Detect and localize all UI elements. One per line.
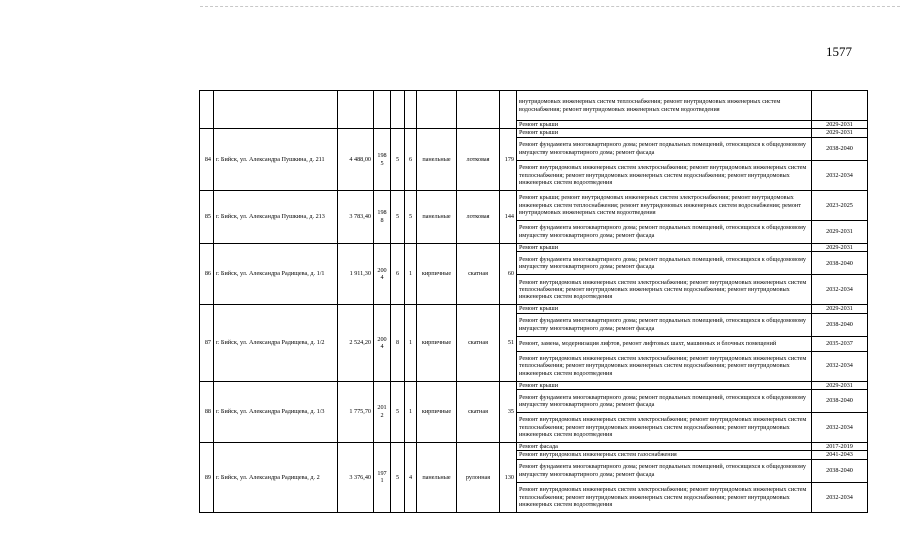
work-description: Ремонт фундамента многоквартирного дома; ремонт подвальных помещений, относящихся к общедомовому имуществу многоквартирного дома; ремонт фасада [517, 313, 812, 336]
house-floors: 5 [391, 381, 405, 442]
house-entrances: 4 [405, 443, 417, 513]
continuation-cell [214, 91, 338, 129]
table-row [200, 91, 868, 121]
continuation-cell [405, 91, 417, 129]
work-description: Ремонт внутридомовых инженерных систем электроснабжения; ремонт внутридомовых инженерных систем теплоснабжения; ремонт внутридомовых инженерных систем водоснабжения; ремонт внутридомовых инженерных систем водоотведения [517, 413, 812, 443]
house-year: 1971 [374, 443, 391, 513]
house-area: 4 488,00 [338, 129, 374, 190]
page-number: 1577 [826, 44, 852, 59]
continuation-cell [417, 91, 457, 129]
table-row [200, 243, 868, 251]
work-description: Ремонт внутридомовых инженерных систем газоснабжения [517, 451, 812, 459]
house-apartments: 179 [500, 129, 517, 190]
house-area: 1 911,30 [338, 243, 374, 304]
work-description: Ремонт фасада [517, 443, 812, 451]
house-number: 84 [200, 129, 214, 190]
work-description: Ремонт крыши [517, 129, 812, 137]
house-apartments: 35 [500, 381, 517, 442]
work-description: Ремонт фундамента многоквартирного дома; ремонт подвальных помещений, относящихся к общедомовому имуществу многоквартирного дома; ремонт фасада [517, 390, 812, 413]
work-period: 2038-2040 [812, 459, 868, 482]
work-period: 2032-2034 [812, 160, 868, 190]
continuation-cell [457, 91, 500, 129]
house-entrances: 1 [405, 381, 417, 442]
house-area: 1 775,70 [338, 381, 374, 442]
work-period [812, 91, 868, 121]
house-wall-material: кирпичные [417, 243, 457, 304]
house-apartments: 51 [500, 305, 517, 381]
scan-artifact-line [200, 6, 900, 7]
table-body [200, 91, 868, 513]
work-description: Ремонт крыши [517, 305, 812, 313]
work-period: 2038-2040 [812, 252, 868, 275]
continuation-cell [500, 91, 517, 129]
table-row [200, 190, 868, 220]
work-period: 2032-2034 [812, 413, 868, 443]
continuation-cell [374, 91, 391, 129]
continuation-cell [338, 91, 374, 129]
house-floors: 8 [391, 305, 405, 381]
house-year: 2004 [374, 305, 391, 381]
house-address: г. Бийск, ул. Александра Радищева, д. 1/2 [214, 305, 338, 381]
work-period: 2032-2034 [812, 351, 868, 381]
continuation-cell [391, 91, 405, 129]
work-description: Ремонт внутридомовых инженерных систем электроснабжения; ремонт внутридомовых инженерных систем теплоснабжения; ремонт внутридомовых инженерных систем водоснабжения; ремонт внутридомовых инженерных систем водоотведения [517, 482, 812, 512]
house-roof-type: рулонная [457, 443, 500, 513]
house-wall-material: панельные [417, 129, 457, 190]
work-period: 2038-2040 [812, 390, 868, 413]
work-description: Ремонт фундамента многоквартирного дома; ремонт подвальных помещений, относящихся к общедомовому имуществу многоквартирного дома; ремонт фасада [517, 220, 812, 243]
house-floors: 5 [391, 129, 405, 190]
work-period: 2035-2037 [812, 336, 868, 351]
work-description: Ремонт внутридомовых инженерных систем электроснабжения; ремонт внутридомовых инженерных систем теплоснабжения; ремонт внутридомовых инженерных систем водоснабжения; ремонт внутридомовых инженерных систем водоотведения [517, 275, 812, 305]
table-row [200, 129, 868, 137]
table-row [200, 305, 868, 313]
work-description: Ремонт внутридомовых инженерных систем электроснабжения; ремонт внутридомовых инженерных систем теплоснабжения; ремонт внутридомовых инженерных систем водоснабжения; ремонт внутридомовых инженерных систем водоотведения [517, 351, 812, 381]
house-year: 1985 [374, 129, 391, 190]
house-address: г. Бийск, ул. Александра Радищева, д. 2 [214, 443, 338, 513]
house-floors: 5 [391, 443, 405, 513]
house-number: 87 [200, 305, 214, 381]
work-description: внутридомовых инженерных систем теплоснабжения; ремонт внутридомовых инженерных систем водоснабжения; ремонт внутридомовых инженерных систем водоотведения [517, 91, 812, 121]
work-description: Ремонт крыши; ремонт внутридомовых инженерных систем электроснабжения; ремонт внутридомовых инженерных систем теплоснабжения; ремонт внутридомовых инженерных систем водоснабжения; ремонт внутридомовых инженерных систем водоотведения [517, 190, 812, 220]
work-period: 2038-2040 [812, 313, 868, 336]
continuation-cell [200, 91, 214, 129]
house-area: 2 524,20 [338, 305, 374, 381]
house-wall-material: панельные [417, 190, 457, 243]
house-number: 89 [200, 443, 214, 513]
house-address: г. Бийск, ул. Александра Радищева, д. 1/3 [214, 381, 338, 442]
house-entrances: 6 [405, 129, 417, 190]
house-area: 3 376,40 [338, 443, 374, 513]
work-description: Ремонт внутридомовых инженерных систем электроснабжения; ремонт внутридомовых инженерных систем теплоснабжения; ремонт внутридомовых инженерных систем водоснабжения; ремонт внутридомовых инженерных систем водоотведения [517, 160, 812, 190]
house-floors: 5 [391, 190, 405, 243]
house-floors: 6 [391, 243, 405, 304]
house-year: 2004 [374, 243, 391, 304]
house-roof-type: скатная [457, 243, 500, 304]
work-period: 2029-2031 [812, 305, 868, 313]
work-description: Ремонт, замена, модернизация лифтов, ремонт лифтовых шахт, машинных и блочных помещений [517, 336, 812, 351]
house-number: 86 [200, 243, 214, 304]
work-period: 2032-2034 [812, 275, 868, 305]
table-row [200, 443, 868, 451]
house-address: г. Бийск, ул. Александра Пушкина, д. 213 [214, 190, 338, 243]
house-roof-type: лотковая [457, 129, 500, 190]
house-apartments: 144 [500, 190, 517, 243]
house-year: 2012 [374, 381, 391, 442]
work-period: 2029-2031 [812, 220, 868, 243]
work-period: 2023-2025 [812, 190, 868, 220]
house-wall-material: кирпичные [417, 305, 457, 381]
work-period: 2032-2034 [812, 482, 868, 512]
house-entrances: 1 [405, 305, 417, 381]
house-apartments: 130 [500, 443, 517, 513]
work-description: Ремонт крыши [517, 381, 812, 389]
work-period: 2038-2040 [812, 137, 868, 160]
work-description: Ремонт фундамента многоквартирного дома; ремонт подвальных помещений, относящихся к общедомовому имуществу многоквартирного дома; ремонт фасада [517, 137, 812, 160]
house-address: г. Бийск, ул. Александра Пушкина, д. 211 [214, 129, 338, 190]
house-number: 85 [200, 190, 214, 243]
house-entrances: 1 [405, 243, 417, 304]
work-description: Ремонт фундамента многоквартирного дома; ремонт подвальных помещений, относящихся к общедомовому имуществу многоквартирного дома; ремонт фасада [517, 252, 812, 275]
work-description: Ремонт крыши [517, 243, 812, 251]
work-description: Ремонт крыши [517, 121, 812, 129]
work-period: 2029-2031 [812, 381, 868, 389]
house-roof-type: скатная [457, 305, 500, 381]
work-period: 2029-2031 [812, 121, 868, 129]
house-roof-type: лотковая [457, 190, 500, 243]
work-period: 2041-2043 [812, 451, 868, 459]
house-address: г. Бийск, ул. Александра Радищева, д. 1/1 [214, 243, 338, 304]
house-wall-material: панельные [417, 443, 457, 513]
work-period: 2017-2019 [812, 443, 868, 451]
capital-repair-table [199, 90, 868, 513]
house-wall-material: кирпичные [417, 381, 457, 442]
house-entrances: 5 [405, 190, 417, 243]
work-period: 2029-2031 [812, 129, 868, 137]
work-period: 2029-2031 [812, 243, 868, 251]
house-apartments: 60 [500, 243, 517, 304]
house-number: 88 [200, 381, 214, 442]
house-roof-type: скатная [457, 381, 500, 442]
table-row [200, 381, 868, 389]
house-year: 1988 [374, 190, 391, 243]
house-area: 3 783,40 [338, 190, 374, 243]
work-description: Ремонт фундамента многоквартирного дома; ремонт подвальных помещений, относящихся к общедомовому имуществу многоквартирного дома; ремонт фасада [517, 459, 812, 482]
